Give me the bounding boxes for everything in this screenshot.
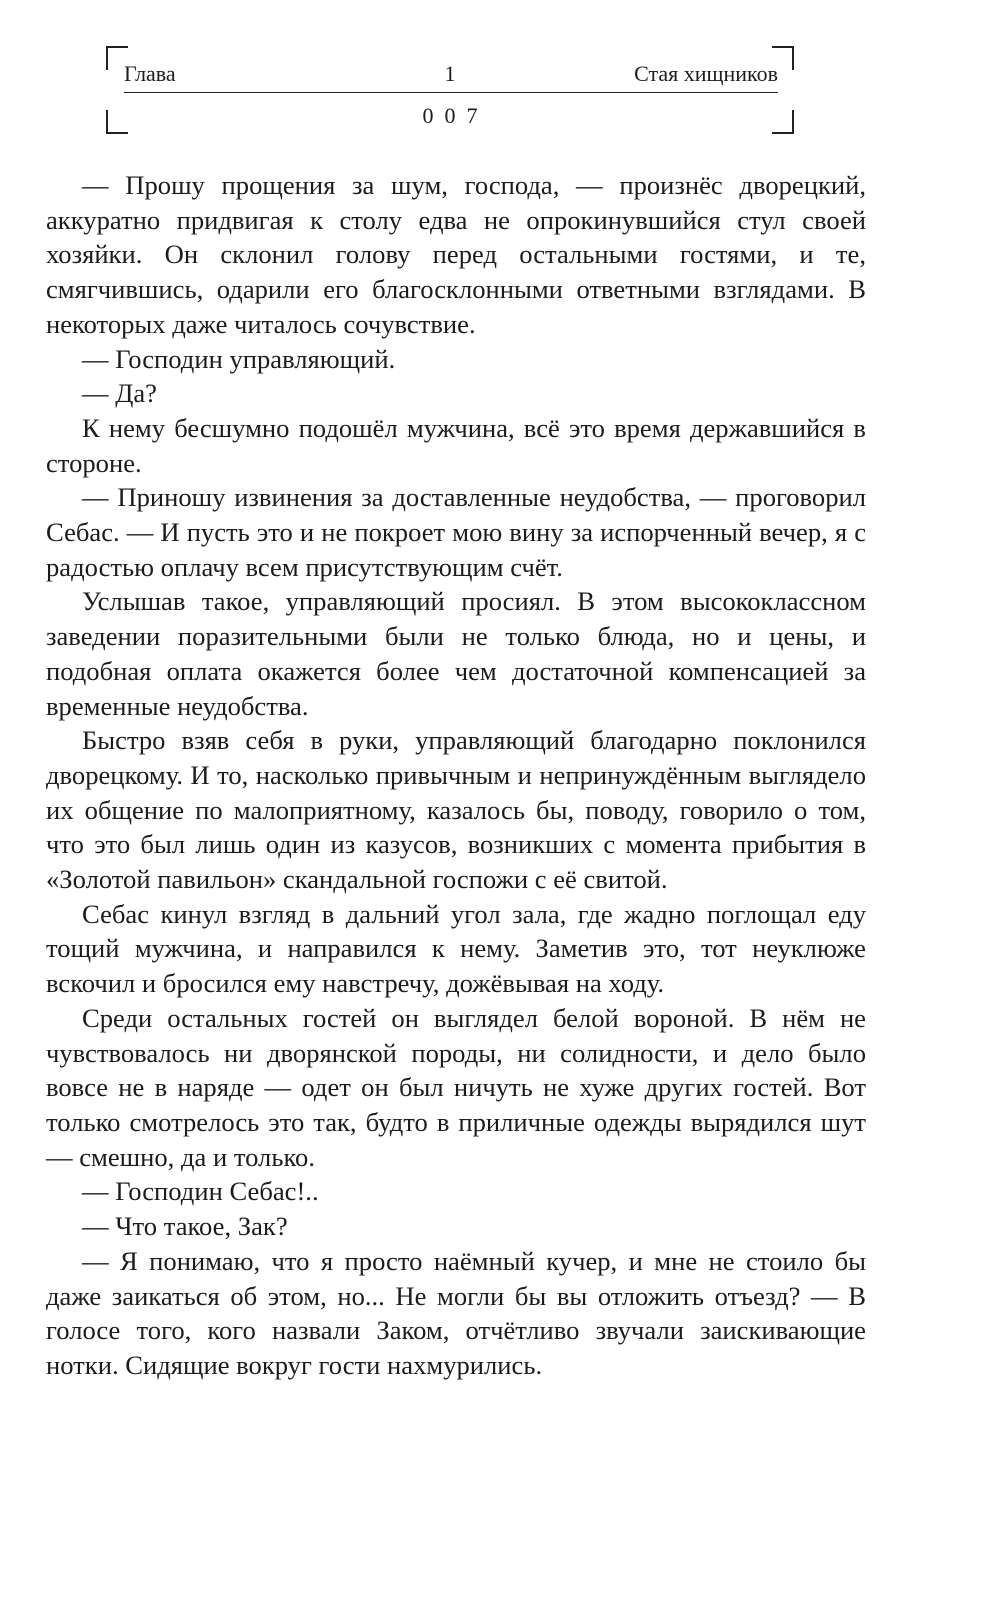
running-header-chapter-number: 1: [444, 61, 456, 86]
running-header-chapter-label: Глава: [124, 61, 176, 86]
paragraph: — Прошу прощения за шум, господа, — произнёс дворецкий, аккуратно придвигая к столу едва не опрокинувшийся стул своей хозяйки. Он склонил голову перед остальными гостями, и те, смягчившись, одарили его благосклонными ответными взглядами. В некоторых даже читалось сочувствие.: [46, 170, 866, 339]
body-text: [46, 168, 866, 1383]
paragraph: Среди остальных гостей он выглядел белой вороной. В нём не чувствовалось ни дворянской породы, ни солидности, и дело было вовсе не в наряде — одет он был ничуть не хуже других гостей. Вот только смотрелось это так, будто в приличные одежды вырядился шут — смешно, да и только.: [46, 1002, 866, 1172]
page-number: 007: [422, 103, 489, 128]
paragraph: — Приношу извинения за доставленные неудобства, — проговорил Себас. — И пусть это и не покроет мою вину за испорченный вечер, я с радостью оплачу всем присутствующим счёт.: [46, 482, 866, 582]
paragraph: — Я понимаю, что я просто наёмный кучер, и мне не стоило бы даже заикаться об этом, но... Не могли бы вы отложить отъезд? — В голосе того, кого назвали Заком, отчётливо звучали заискивающие нотки. Сидящие вокруг гости нахмурились.: [46, 1245, 866, 1380]
paragraph: — Что такое, Зак?: [82, 1211, 288, 1242]
paragraph: — Господин Себас!..: [82, 1176, 319, 1207]
paragraph: Себас кинул взгляд в дальний угол зала, где жадно поглощал еду тощий мужчина, и направился к нему. Заметив это, тот неуклюже вскочил и бросился ему навстречу, дожёвывая на ходу.: [46, 898, 866, 999]
paragraph: Быстро взяв себя в руки, управляющий благодарно поклонился дворецкому. И то, насколько привычным и непринуждённым выглядело их общение по малоприятному, казалось бы, поводу, говорило о том, что это был лишь один из казусов, возникших с момента прибытия в «Золотой павильон» скандальной госпожи с её свитой.: [46, 725, 866, 895]
running-header-chapter-title: Стая хищников: [634, 61, 778, 86]
paragraph: — Господин управляющий.: [82, 343, 396, 374]
header-rule: [124, 92, 778, 93]
paragraph: — Да?: [82, 378, 157, 409]
crop-mark-bottom-left: [106, 110, 128, 134]
paragraph: Услышав такое, управляющий просиял. В этом высококлассном заведении поразительными были не только блюда, но и цены, и подобная оплата окажется более чем достаточной компенсацией за временные неудобства.: [46, 586, 866, 721]
crop-mark-bottom-right: [772, 110, 794, 134]
paragraph: К нему бесшумно подошёл мужчина, всё это время державшийся в стороне.: [46, 412, 866, 478]
